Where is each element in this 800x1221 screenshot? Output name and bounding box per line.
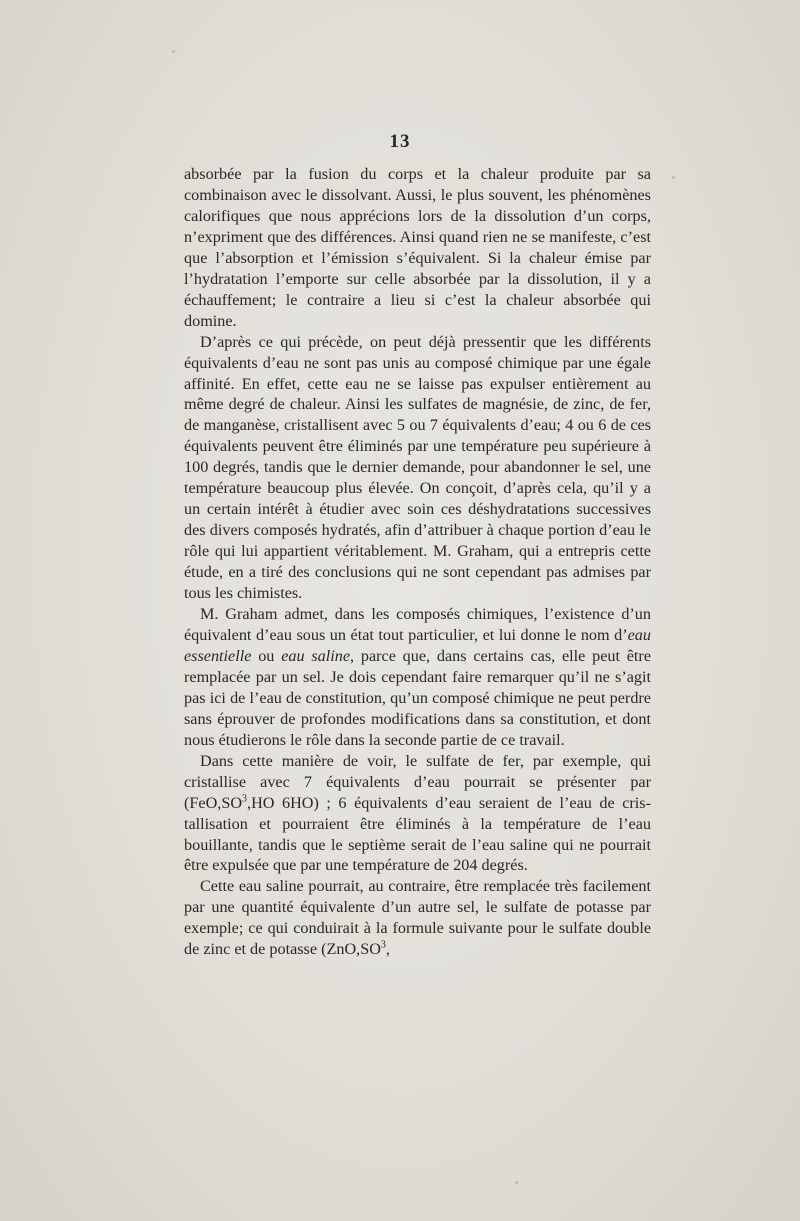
paragraph-1 xyxy=(184,164,651,332)
text-segment: , parce que, dans certains cas, elle peut être remplacée par un sel. Je dois cependant faire remarquer qu’il ne s’agit pas ici de l’eau de constitution, qu’un composé chimique ne peut perdre sans éprouver de profondes modifications dans sa constitution, et dont nous étudierons le rôle dans la seconde partie de ce travail. xyxy=(184,646,652,749)
italic-term: eau saline xyxy=(281,646,351,665)
text-segment: , xyxy=(385,940,390,959)
paragraph-2 xyxy=(184,332,651,604)
italic-term: eau essentielle xyxy=(184,625,651,665)
text-segment: M. Graham admet, dans les composés chimiques, l’existence d’un équivalent d’eau sous un état tout particulier, et lui donne le nom d’ xyxy=(184,605,651,644)
paragraph-4 xyxy=(184,751,651,877)
paper-speck xyxy=(672,176,675,179)
superscript: 3 xyxy=(380,939,386,951)
text-segment: D’après ce qui précède, on peut déjà pressentir que les différents équivalents d’eau ne sont pas unis au composé chimique par une égale affinité. En effet, cette eau ne se laisse pas expulser entièrement au même degré de chaleur. Ainsi les sulfates de magnésie, de zinc, de fer, de manganèse, cristallisent avec 5 ou 7 équivalents d’eau; 4 ou 6 de ces équivalents peuvent être éliminés par une température peu supérieure à 100 degrés, tandis que le dernier demande, pour abandonner le sel, une température beaucoup plus élevée. On conçoit, d’après cela, qu’il y a un certain intérêt à étudier avec soin ces déshydratations successives des divers composés hydratés, afin d’attribuer à chaque portion d’eau le rôle qui lui appartient véritablement. M. Graham, qui a entrepris cette étude, en a tiré des conclusions qui ne sont cependant pas admises par tous les chimistes. xyxy=(184,332,651,603)
page-number: 13 xyxy=(389,131,411,152)
text-segment: Dans cette manière de voir, le sulfate de fer, par exemple, qui cristallise avec 7 équivalents d’eau pourrait se présenter par (FeO,SO xyxy=(184,751,651,812)
paper-speck xyxy=(515,1181,518,1184)
text-segment: absorbée par la fusion du corps et la chaleur produite par sa combinaison avec le dissolvant. Aussi, le plus souvent, les phénomènes calorifiques que nous apprécions lors de la dissolution d’un corps, n’expriment que des différences. Ainsi quand rien ne se manifeste, c’est que l’absorption et l’émission s’équivalent. Si la chaleur émise par l’hydratation l’emporte sur celle absorbée par la dissolution, il y a échauffement; le contraire a lieu si c’est la chaleur absorbée qui domine. xyxy=(184,165,651,330)
paper-speck xyxy=(172,50,175,53)
paragraph-5 xyxy=(184,876,651,960)
text-segment: ou xyxy=(251,646,282,665)
text-segment: Cette eau saline pourrait, au contraire, être remplacée très facilement par une quantité équivalente d’un autre sel, le sulfate de potasse par exemple; ce qui conduirait à la formule suivante pour le sulfate double de zinc et de potasse (ZnO,SO xyxy=(184,877,651,959)
paragraph-3 xyxy=(184,604,651,751)
superscript: 3 xyxy=(242,793,248,805)
body-text xyxy=(184,164,651,960)
text-segment: ,HO 6HO) ; 6 équivalents d’eau seraient de l’eau de cristallisation et pourraient être éliminés à la température de l’eau bouillante, tandis que le septième serait de l’eau saline qui ne pourrait être expulsée que par une température de 204 degrés. xyxy=(184,793,651,875)
